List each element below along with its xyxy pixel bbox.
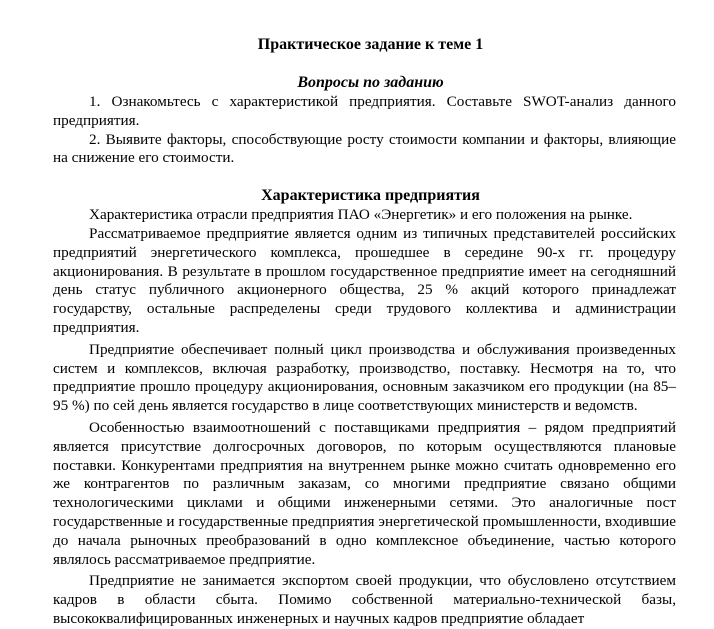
question-1: 1. Ознакомьтесь с характеристикой предприятия. Составьте SWOT-анализ данного предприятия.: [53, 93, 676, 129]
question-2: 2. Выявите факторы, способствующие росту стоимости компании и факторы, влияющие на снижение его стоимости.: [53, 130, 676, 167]
paragraph-4: Особенностью взаимоотношений с поставщиками предприятия – рядом предприятий является присутствие долгосрочных договоров, по которым осуществляются плановые поставки. Конкурентами предприятия на внутреннем рынке можно считать одновременно его же контрагентов по различным заказам, со многими предприятие связано общими технологическими циклами и общими инженерными сетями. Это аналогичные пост государственные и государственные предприятия энергетической промышленности, входившие до начала рыночных преобразований в одно комплексное объединение, частью которого являлось рассматриваемое предприятие.: [53, 418, 676, 568]
paragraph-2: Рассматриваемое предприятие является одним из типичных представителей российских предприятий энергетического комплекса, прошедшее в середине 90-х гг. процедуру акционирования. В результате в прошлом государственное предприятие имеет на сегодняшний день статус публичного акционерного общества, 25 % акций которого принадлежат государству, остальные распределены среди трудового коллектива и администрации предприятия.: [53, 224, 676, 336]
questions-heading: Вопросы по заданию: [297, 74, 444, 91]
paragraph-5: Предприятие не занимается экспортом своей продукции, что обусловлено отсутствием кадров в области сбыта. Помимо собственной материально-технической базы, высококвалифицированных инженерных и научных кадров предприятие обладает: [53, 572, 676, 627]
paragraph-1: Характеристика отрасли предприятия ПАО «Энергетик» и его положения на рынке.: [89, 206, 633, 224]
document-title: Практическое задание к теме 1: [257, 36, 484, 53]
section-heading: Характеристика предприятия: [261, 187, 480, 205]
paragraph-3: Предприятие обеспечивает полный цикл производства и обслуживания произведенных систем и комплексов, включая разработку, производство, поставку. Несмотря на то, что предприятие прошло процедуру акционирования, основным заказчиком его продукции (на 85–95 %) по сей день является государство в лице соответствующих министерств и ведомств.: [53, 340, 676, 415]
